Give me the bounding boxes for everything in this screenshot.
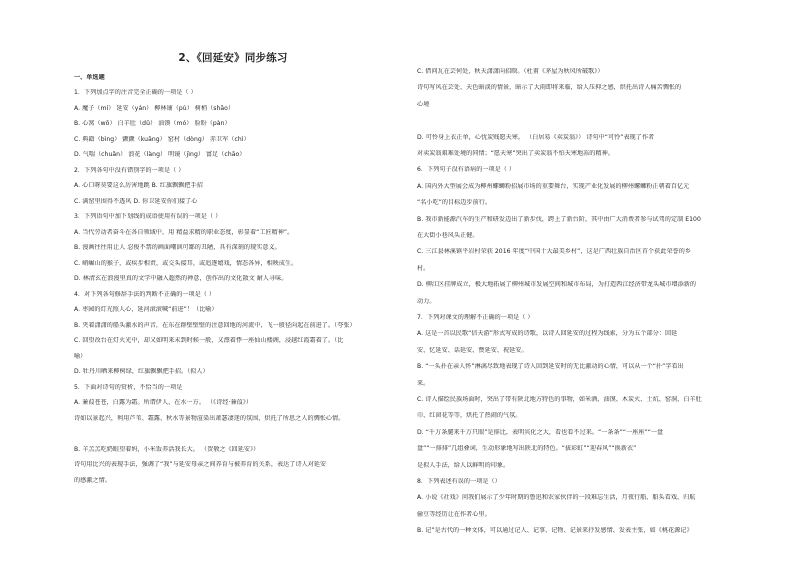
right-text-line: 对卖炭翁艰难处境的同情；“愿天寒”突出了卖炭翁不怕天寒地冻的精神。 [417,150,614,157]
right-text-line: 来。 [417,379,430,387]
left-text-line: 1．下列加点字的注音完全正确的一项是（ ） [74,89,197,96]
left-text-line: 诗如以景起兴，利用芦苇、霜露、秋水等景物渲染出萧瑟凄迷的氛围，烘托了所思之人的惆怅心情。 [74,414,345,422]
right-text-line: “名小吃”的目标迈步前行。 [417,199,491,207]
right-text-line: B. 记”是古代的一种文体，可以通过记人、记事、记物、记景来抒发感情、发表主张，如《桃花源记》 [417,527,693,535]
left-text-line: D. 牡丹川晒来柳树绿，红旗飘飘把手招。（拟人） [74,368,209,375]
left-text-line: C. 峭崛山的猴子，或疾步相责，或交头接耳，或追逐嬉戏，情态各异，相映成生。 [74,259,298,267]
left-text-line: 诗句用比兴的表现手法，强调了“我”与延安母亲之间养育与被养育的关系，表达了诗人对延安 [74,461,327,468]
left-text-line: B. 夹着潇潇的船头激水的声音，在东在群壁壁壁的注意回地的河流中，飞一般径向起在前进了。（夸张） [74,321,356,329]
left-text-line: A. 蒹葭苍苍，白露为霜。所谓伊人，在水一方。 （《诗经·蒹葭》） [74,399,252,406]
left-text-line: C. 满窑里围得不透风 D. 你卫延安你们接了心 [74,197,198,205]
left-text-line: 2．下列各句中没有错别字的一项是（ ） [74,166,185,174]
left-text-line: A. 当代劳动者奋斗在各自领域中，用 精益求精的职业态度，彰显着“工匠精神”。 [74,228,294,236]
left-text-line: B. 心窝（wō） 白羊肚（dǔ） 油馍（mó） 脸盼（pàn） [74,120,231,127]
right-text-line: 是拟人手法，给人以鲜明的印象。 [417,461,510,469]
right-text-line: B. “一头扑在亲人怀”淋漓尽致地表现了诗人回到延安时的无比激动的心情，可以从一个“扑”字看出 [417,363,684,371]
left-text-line: A. 心口呀莫要这么厉害地跳 B. 红旗飘飘把手招 [74,182,203,189]
right-text-line: 动力。 [417,297,436,305]
right-text-line: 巾、红窗花等等，烘托了热闹的气氛。 [417,412,522,420]
right-text-line: C. 诗人描绘民族场面时，突出了带有陕北地方特色的事物，如米酒、油馍、木炭火、土炕、窑洞、白羊肚 [417,396,702,403]
left-text-line: D. 林清玄在浪漫里真的文学中融入超然的禅意，创作出的文化散文 耐人寻味。 [74,275,288,282]
right-text-line: A. 小说《社戏》问我们展示了少年时期的鲁迅和农家伙伴的一段难忘生活，月夜行船、船头看戏、归航 [417,494,696,502]
left-text-line: 喻） [74,352,87,360]
left-text-line: 4．对下列各句修辞手法的判断不正确的一项是（ ） [74,290,216,298]
right-text-line: D. 可怜身上衣正单，心忧炭贱愿天寒。 （白居易《卖炭翁》） 诗句中“可怜”表现了作者 [417,133,655,141]
right-text-line: 安、忆延安、话延安、赞延安、祝延安。 [417,346,528,354]
left-text-line: C. 典籍（bìng） 颤颤（kuāng） 窑村（dòng） 赤卫军（chì） [74,135,250,143]
right-text-line: 偷豆等经历让在作者心里。 [417,510,491,518]
left-text-line: C. 回望改台在灯火光中，却又如明来未到时候一般，又漂着悸一座仙山楼阁，浸越红霞霜着了。（比 [74,337,344,344]
right-text-line: D. 柳江区挂牌成立，极大地拓展了柳州城市发展空间和城市布局，为打造西江经济带龙头城市增添新的 [417,281,697,289]
right-text-line: 6．下列句子没有语病的一项是（ ） [417,166,516,174]
right-text-line: A. 国内外大型展会成为柳州螺蛳粉招展市场的重要舞台，实现产业化发展的柳州螺蛳粉正朝着百亿元 [417,182,690,190]
left-text-line: 5．下面对诗句的赏析，不恰当的一项是 [74,383,183,391]
page-title: 2、《回延安》同步练习 [178,52,288,64]
left-text-line: D. 气喘（chuǎn） 浪花（làng） 明镜（jìng） 富足（chāo） [74,151,246,158]
right-text-line: 心境 [417,100,430,108]
right-text-line: 诗句写风在芸处、天色暗淡的情景，暗示了大雨即将来临，给人压抑之感，烘托出诗人痛苦惆怅的 [417,84,682,92]
right-text-line: A. 这是一首以民歌“信天游”形式写成的诗歌，以诗人回延安的过程为线索，分为五个部分：回延 [417,330,678,338]
right-text-line: C. 三江县林溪镇平岩村荣获 2016 年度“中国十大最美乡村”，这是广西壮族自治区首个获此荣誉的乡 [417,248,691,256]
right-text-line: 村。 [417,264,430,272]
right-text-line: 盘”“一排排”几组叠词，生动形象地写出陕北的特色。“拔彩虹”“迎春风”“换新衣” [417,445,637,453]
left-text-line: 3．下列语句中加下划线的成语使用有误的一项是（ ） [74,213,222,220]
right-text-line: D. “千万条腿来千万只眼”是排比，表明宾化之大，看也看不过来。“一条条”“一座座”“一盘 [417,428,664,436]
left-text-line: 的感激之情。 [74,476,111,484]
left-text-line: A. 魔子（mí） 延安（yán） 柳林铺（pù） 树梢（shāo） [74,104,235,112]
right-text-line: 7．下列对课文的理解不正确的一项是（ ） [417,314,534,321]
left-text-line: A. 枣园的灯光照人心，延河滚滚喊“前进”！（比喻） [74,306,218,313]
right-text-line: 在大街小巷风头正健。 [417,232,479,239]
left-text-line: B. 羊羔羔吃奶眼望着妈，小米饭养活我长大。 （贺敬之《回延安》） [74,445,260,453]
right-text-line: B. 我市新能源汽车的生产和研发迈出了新步伐，跨上了新台阶，其中由广大消费者参与试驾的定制 E100 [417,215,701,223]
section-heading: 一、单选题 [74,74,105,81]
right-text-line: 8．下列表述有误的一项是（） [417,478,501,485]
left-text-line: B. 漫画往往用让人 忍俊不禁的画面嘲讽可鄙的丑陋，具有深刻的现实意义。 [74,244,281,251]
right-text-line: C. 借问瓦在芸何处，秋天潇潇向招睽。（杜甫《茅屋为秋风所破歌》） [417,68,604,75]
